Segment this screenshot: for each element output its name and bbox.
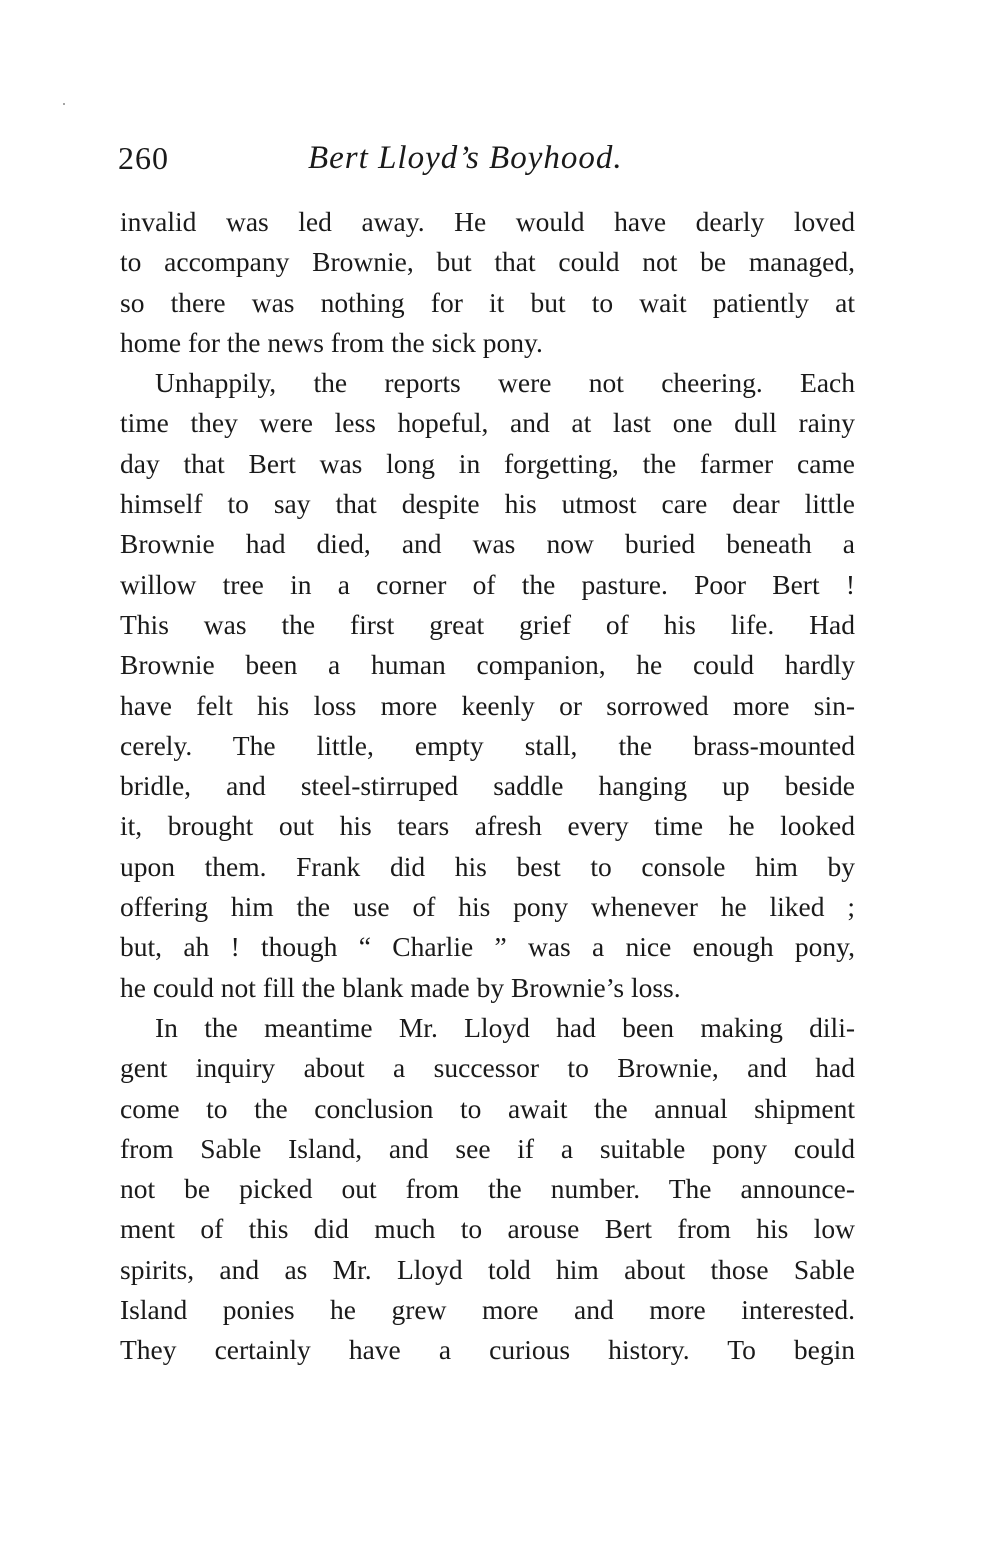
text-line: not be picked out from the number. The announce- [120,1173,855,1205]
text-line: spirits, and as Mr. Lloyd told him about those Sable [120,1253,855,1285]
text-line: Brownie been a human companion, he could hardly [120,649,855,681]
text-line: day that Bert was long in forgetting, the farmer came [120,447,855,479]
text-line: ment of this did much to arouse Bert from his low [120,1213,855,1245]
text-line: come to the conclusion to await the annual shipment [120,1092,855,1124]
text-line: Island ponies he grew more and more interested. [120,1294,855,1326]
paper-speck [63,103,65,105]
text-line: upon them. Frank did his best to console him by [120,850,855,882]
text-line: time they were less hopeful, and at last one dull rainy [120,407,855,439]
text-line: They certainly have a curious history. To begin [120,1334,855,1366]
text-line: home for the news from the sick pony. [120,326,543,358]
page-number: 260 [118,140,169,176]
text-line: willow tree in a corner of the pasture. Poor Bert ! [120,568,855,600]
text-line: Brownie had died, and was now buried beneath a [120,528,855,560]
text-line: to accompany Brownie, but that could not be managed, [120,246,855,278]
running-title: Bert Lloyd’s Boyhood. [308,140,623,176]
text-line: cerely. The little, empty stall, the brass-mounted [120,729,855,761]
page-header [118,140,858,190]
text-line: gent inquiry about a successor to Brownie, and had [120,1052,855,1084]
text-line: invalid was led away. He would have dearly loved [120,206,855,237]
text-line: bridle, and steel-stirruped saddle hanging up beside [120,770,855,802]
text-line: This was the first great grief of his life. Had [120,608,855,640]
text-line: but, ah ! though “ Charlie ” was a nice enough pony, [120,931,855,963]
text-line: offering him the use of his pony whenever he liked ; [120,891,855,923]
text-line: so there was nothing for it but to wait patiently at [120,286,855,318]
text-line: himself to say that despite his utmost care dear little [120,488,855,520]
text-line: have felt his loss more keenly or sorrowed more sin- [120,689,855,721]
text-line: he could not fill the blank made by Brownie’s loss. [120,971,681,1003]
text-line: Unhappily, the reports were not cheering. Each [155,367,855,399]
text-line: In the meantime Mr. Lloyd had been making dili- [155,1011,855,1043]
body-text [120,202,855,1371]
text-line: from Sable Island, and see if a suitable pony could [120,1132,855,1164]
text-line: it, brought out his tears afresh every time he looked [120,810,855,842]
